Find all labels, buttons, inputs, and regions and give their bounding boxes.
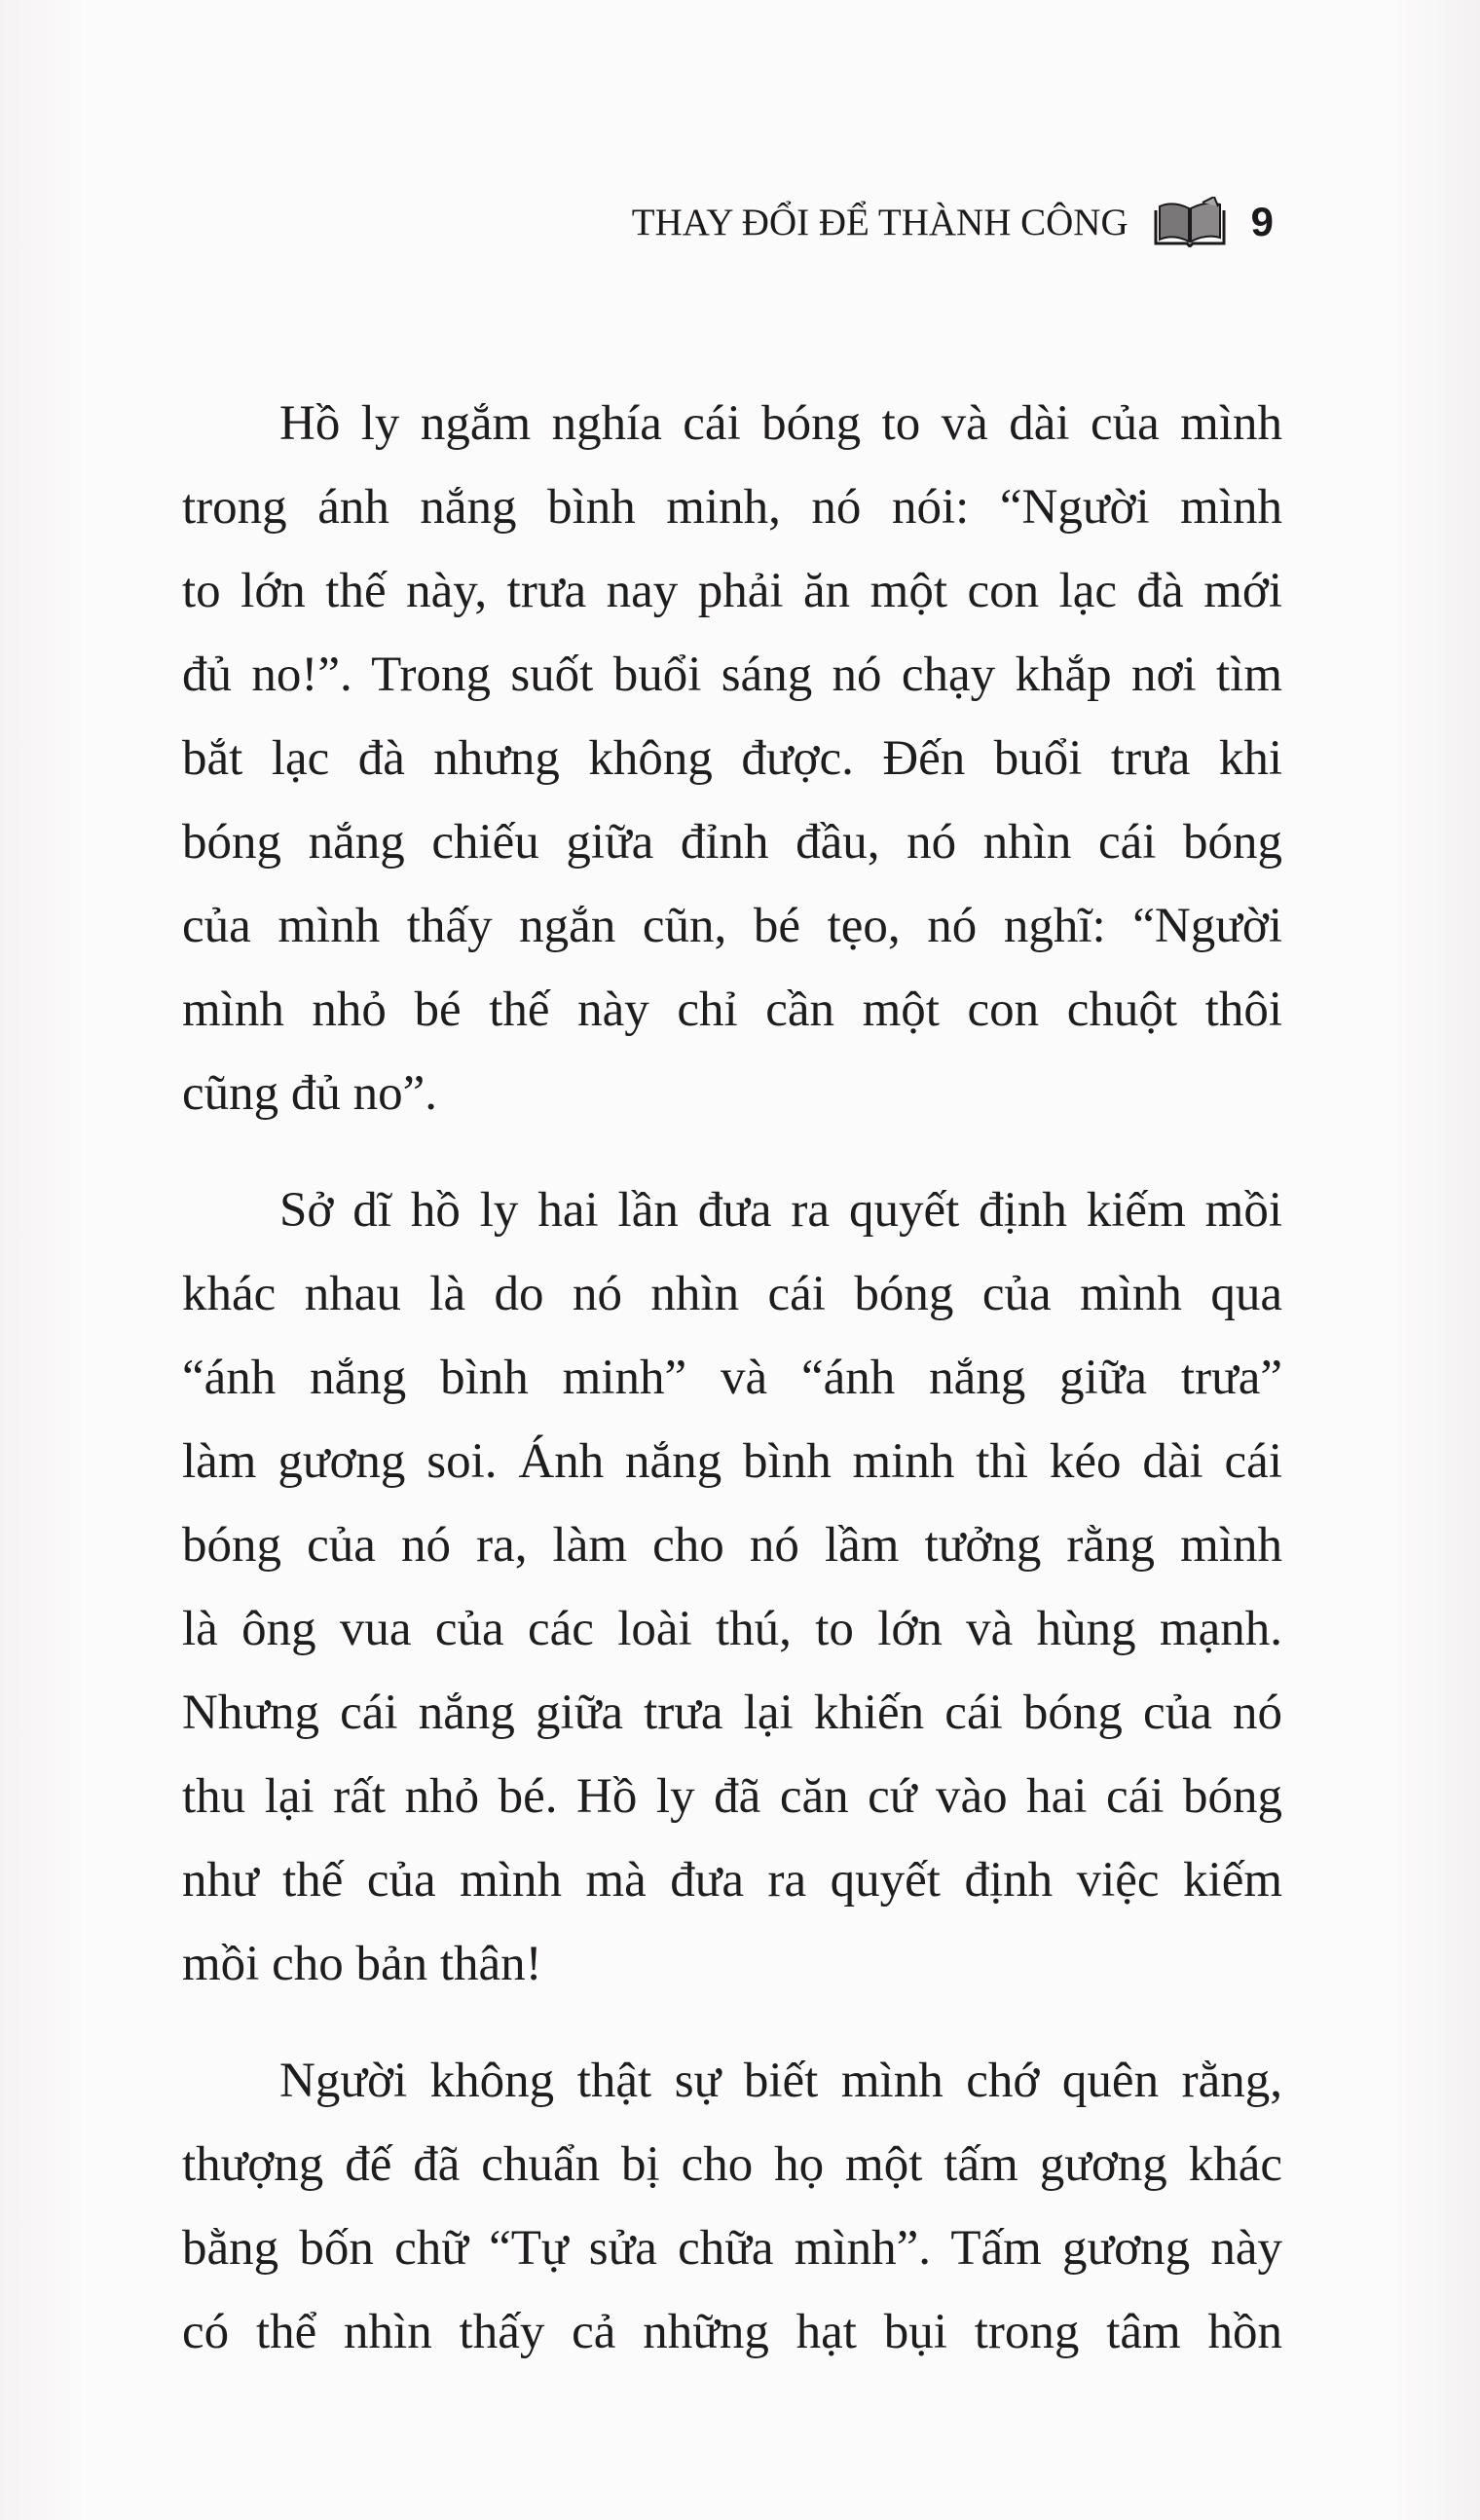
page-number: 9 (1250, 199, 1274, 244)
running-header-title: THAY ĐỔI ĐỂ THÀNH CÔNG (631, 201, 1128, 243)
text-line: có thể nhìn thấy cả những hạt bụi trong tâm hồn (182, 2305, 1282, 2359)
text-line: cũng đủ no”. (182, 1066, 438, 1121)
open-book-icon (1150, 197, 1230, 247)
text-line: thu lại rất nhỏ bé. Hồ ly đã căn cứ vào hai cái bóng (182, 1769, 1282, 1824)
paragraph-3 (182, 2039, 1282, 2374)
text-line: Người không thật sự biết mình chớ quên rằng, (279, 2054, 1282, 2108)
running-header (0, 191, 1274, 253)
text-line: thượng đế đã chuẩn bị cho họ một tấm gương khác (182, 2137, 1282, 2192)
text-line: đủ no!”. Trong suốt buổi sáng nó chạy khắp nơi tìm (182, 648, 1282, 702)
text-line: bằng bốn chữ “Tự sửa chữa mình”. Tấm gương này (182, 2221, 1282, 2276)
text-line: Sở dĩ hồ ly hai lần đưa ra quyết định kiếm mồi (279, 1183, 1282, 1238)
body-text (182, 382, 1282, 2407)
text-line: “ánh nắng bình minh” và “ánh nắng giữa trưa” (182, 1351, 1282, 1405)
text-line: to lớn thế này, trưa nay phải ăn một con lạc đà mới (182, 564, 1282, 618)
text-line: mình nhỏ bé thế này chỉ cần một con chuột thôi (182, 982, 1282, 1037)
text-line: trong ánh nắng bình minh, nó nói: “Người mình (182, 480, 1282, 535)
text-line: khác nhau là do nó nhìn cái bóng của mình qua (182, 1267, 1282, 1321)
text-line: Nhưng cái nắng giữa trưa lại khiến cái bóng của nó (182, 1686, 1282, 1740)
text-line: bóng của nó ra, làm cho nó lầm tưởng rằng mình (182, 1518, 1282, 1573)
paragraph-2 (182, 1168, 1282, 2006)
text-line: của mình thấy ngắn cũn, bé tẹo, nó nghĩ: “Người (182, 899, 1282, 953)
text-line: mồi cho bản thân! (182, 1937, 542, 1991)
paragraph-1 (182, 382, 1282, 1135)
text-line: Hồ ly ngắm nghía cái bóng to và dài của mình (279, 396, 1282, 451)
text-line: như thế của mình mà đưa ra quyết định việc kiếm (182, 1853, 1282, 1908)
text-line: bóng nắng chiếu giữa đỉnh đầu, nó nhìn cái bóng (182, 815, 1282, 870)
text-line: là ông vua của các loài thú, to lớn và hùng mạnh. (182, 1602, 1282, 1656)
text-line: bắt lạc đà nhưng không được. Đến buổi trưa khi (182, 731, 1282, 786)
text-line: làm gương soi. Ánh nắng bình minh thì kéo dài cái (182, 1434, 1282, 1489)
